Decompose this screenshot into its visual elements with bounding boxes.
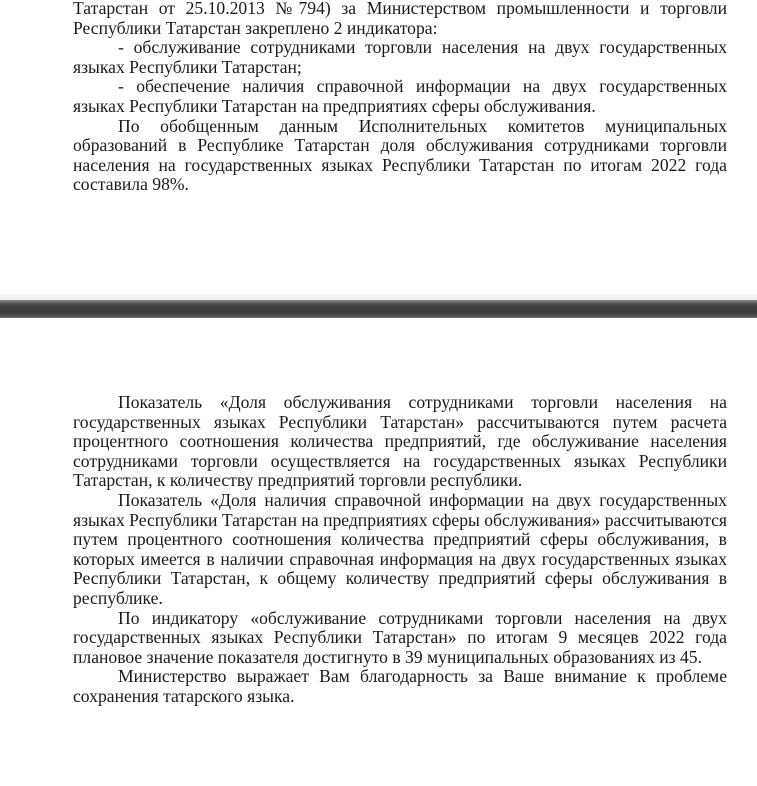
page-bottom-text — [73, 393, 727, 707]
paragraph-indicator-info: Показатель «Доля наличия справочной информации на двух государственных языках Республики Татарстан на предприятиях сферы обслуживания» рассчитываются путем процентного соотношения количества предприятий сферы обслуживания, в которых имеется в наличии справочная информация на двух государственных языках Республики Татарстан, к общему количеству предприятий сферы обслуживания в республике. — [73, 489, 727, 608]
paragraph-continuation: Татарстан от 25.10.2013 №794) за Министерством промышленности и торговли Республики Татарстан закреплено 2 индикатора: — [73, 0, 727, 38]
paragraph-gratitude: Министерство выражает Вам благодарность за Ваше внимание к проблеме сохранения татарского языка. — [73, 666, 727, 706]
indicator-item-2: - обеспечение наличия справочной информации на двух государственных языках Республики Татарстан на предприятиях сферы обслуживания. — [73, 76, 727, 116]
indicator-item-1: - обслуживание сотрудниками торговли населения на двух государственных языках Республики Татарстан; — [73, 37, 727, 77]
page-edge-shadow — [0, 292, 757, 300]
document-page-top — [0, 0, 757, 300]
paragraph-indicator-trade: Показатель «Доля обслуживания сотрудниками торговли населения на государственных языках Республики Татарстан» рассчитываются путем расчета процентного соотношения количества предприятий, где обслуживание населения сотрудниками торговли осуществляется на государственных языках Республики Татарстан, к количеству предприятий торговли республики. — [73, 392, 727, 491]
paragraph-results-9-months: По индикатору «обслуживание сотрудниками торговли населения на двух государственных языках Республики Татарстан» по итогам 9 месяцев 2022 года плановое значение показателя достигнуто в 39 муниципальных образованиях из 45. — [73, 607, 727, 667]
page-top-text — [73, 0, 727, 195]
page-separator — [0, 300, 757, 318]
document-page-bottom — [0, 318, 757, 786]
paragraph-summary-2022: По обобщенным данным Исполнительных комитетов муниципальных образований в Республике Татарстан доля обслуживания сотрудниками торговли населения на государственных языках Республики Татарстан по итогам 2022 года составила 98%. — [73, 115, 727, 195]
